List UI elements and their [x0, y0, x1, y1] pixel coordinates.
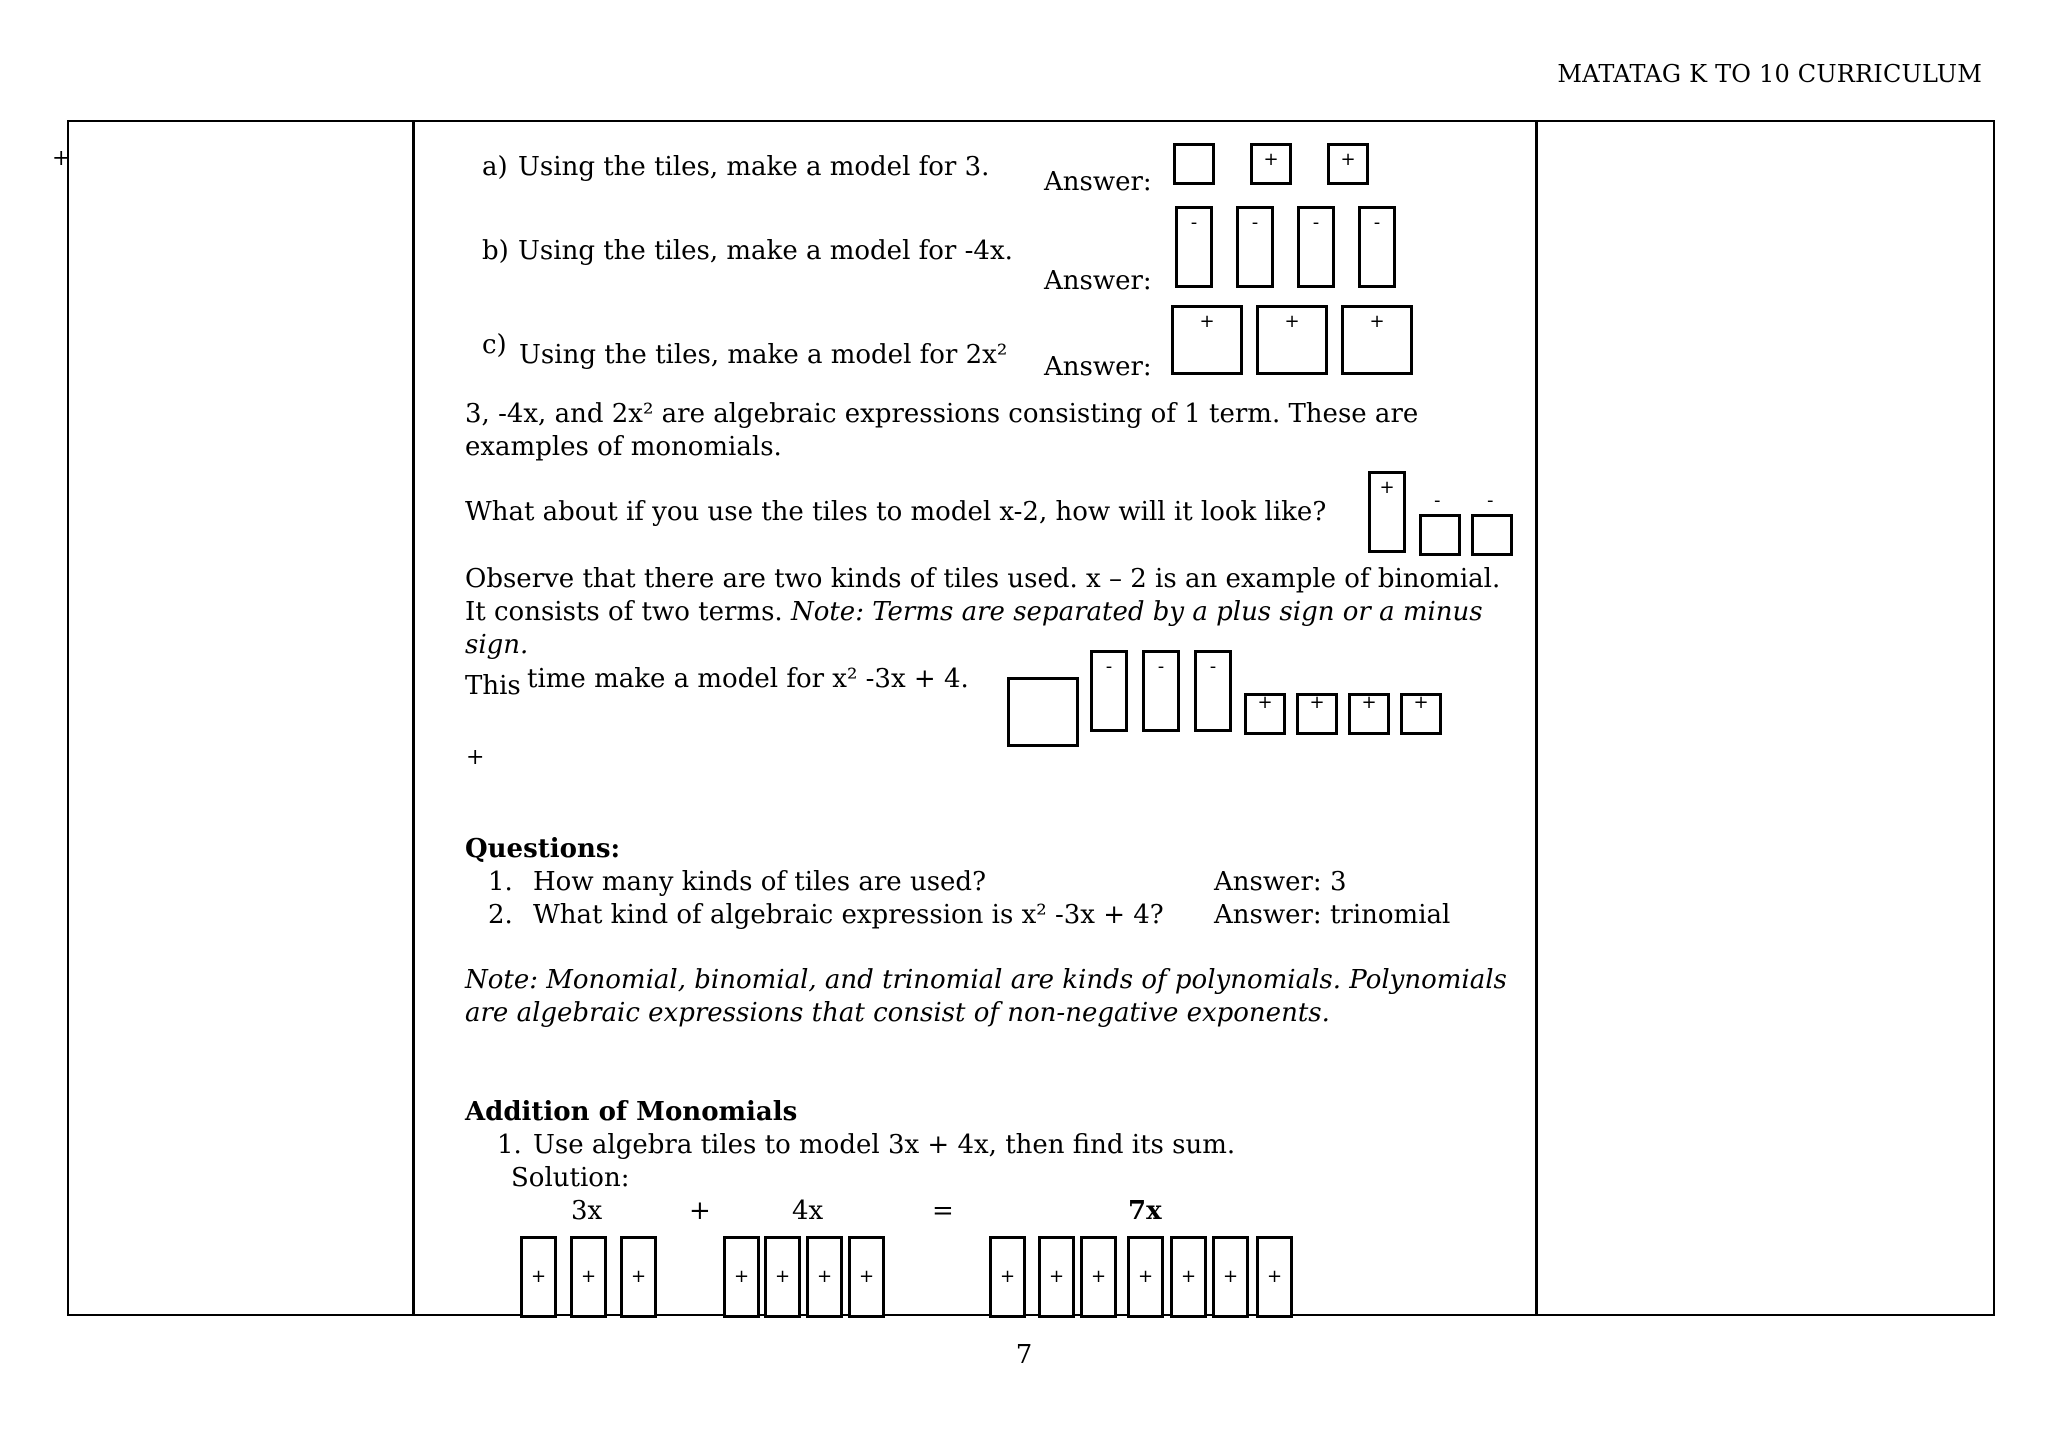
- x-tile-negative: -: [1194, 650, 1232, 732]
- item-b-text: Using the tiles, make a model for -4x.: [518, 236, 1013, 266]
- x-tile-positive: +: [1212, 1236, 1249, 1318]
- trinomial-prompt-this: This: [465, 671, 521, 701]
- addition-step-number: 1.: [497, 1130, 522, 1160]
- question-2-number: 2.: [488, 900, 513, 930]
- item-a-answer-label: Answer:: [1044, 167, 1152, 197]
- x-tile-positive: +: [989, 1236, 1026, 1318]
- binomial-paragraph: [465, 563, 1525, 662]
- item-c-letter: c): [482, 330, 507, 360]
- polynomial-note: Note: Monomial, binomial, and trinomial are kinds of polynomials. Polynomials are algebraic expressions that consist of non-negative exponents.: [465, 965, 1507, 1028]
- question-1-number: 1.: [488, 867, 513, 897]
- page-number: 7: [1015, 1340, 1033, 1370]
- x-tile-negative: -: [1142, 650, 1180, 732]
- x-tile-positive: +: [1170, 1236, 1207, 1318]
- plus-operator: +: [689, 1196, 711, 1226]
- x-tile-positive: +: [723, 1236, 760, 1318]
- x-squared-tile-positive: +: [1171, 305, 1243, 375]
- item-c-answer-label: Answer:: [1044, 352, 1152, 382]
- x-tile-positive: +: [1080, 1236, 1117, 1318]
- item-b-letter: b): [482, 236, 509, 266]
- x-tile-negative: -: [1090, 650, 1128, 732]
- column-divider-right: [1535, 120, 1538, 1316]
- column-divider-left: [412, 120, 415, 1316]
- x-tile-positive: +: [1038, 1236, 1075, 1318]
- x-squared-tile: [1007, 677, 1079, 747]
- solution-label: Solution:: [511, 1163, 630, 1193]
- question-1-answer: Answer: 3: [1214, 867, 1347, 897]
- sum-7x-label: 7x: [1128, 1196, 1162, 1226]
- item-a-text: Using the tiles, make a model for 3.: [518, 152, 990, 182]
- addition-heading: Addition of Monomials: [465, 1097, 798, 1127]
- x-tile-negative: -: [1236, 206, 1274, 288]
- curriculum-header: MATATAG K TO 10 CURRICULUM: [1557, 60, 1982, 88]
- unit-tile-negative: [1471, 514, 1513, 556]
- binomial-question: What about if you use the tiles to model x-2, how will it look like?: [465, 497, 1327, 527]
- term-4x-label: 4x: [792, 1196, 824, 1226]
- monomial-paragraph: 3, -4x, and 2x² are algebraic expressions consisting of 1 term. These are examples of monomials.: [465, 399, 1419, 462]
- questions-heading: Questions:: [465, 834, 621, 864]
- question-2-answer: Answer: trinomial: [1214, 900, 1451, 930]
- x-tile-positive: +: [1368, 471, 1406, 553]
- question-2-text: What kind of algebraic expression is x² -3x + 4?: [533, 900, 1164, 930]
- x-tile-positive: +: [848, 1236, 885, 1318]
- binomial-note: Note: Terms are separated by a plus sign or a minus sign.: [465, 597, 1483, 660]
- x-tile-positive: +: [570, 1236, 607, 1318]
- item-b-answer-label: Answer:: [1044, 266, 1152, 296]
- minus-sign: -: [1434, 490, 1441, 511]
- x-tile-positive: +: [1127, 1236, 1164, 1318]
- equals-operator: =: [932, 1196, 954, 1226]
- unit-tile-positive: +: [1400, 693, 1442, 735]
- unit-tile-positive: +: [1296, 693, 1338, 735]
- unit-tile-positive: +: [1327, 143, 1369, 185]
- unit-tile: [1173, 143, 1215, 185]
- x-tile-positive: +: [520, 1236, 557, 1318]
- x-tile-positive: +: [1256, 1236, 1293, 1318]
- x-tile-positive: +: [764, 1236, 801, 1318]
- x-tile-negative: -: [1358, 206, 1396, 288]
- term-3x-label: 3x: [571, 1196, 603, 1226]
- item-c-text: Using the tiles, make a model for 2x²: [519, 340, 1008, 370]
- unit-tile-negative: [1419, 514, 1461, 556]
- stray-plus-mark: +: [466, 745, 485, 770]
- x-tile-negative: -: [1297, 206, 1335, 288]
- unit-tile-positive: +: [1250, 143, 1292, 185]
- x-squared-tile-positive: +: [1256, 305, 1328, 375]
- unit-tile-positive: +: [1348, 693, 1390, 735]
- trinomial-prompt-text: time make a model for x² -3x + 4.: [527, 664, 969, 694]
- unit-tile-positive: +: [1244, 693, 1286, 735]
- x-squared-tile-positive: +: [1341, 305, 1413, 375]
- binomial-paragraph-text: Observe that there are two kinds of tiles used. x – 2 is an example of binomial. It consists of two terms.: [465, 564, 1501, 627]
- stray-plus-mark: +: [52, 146, 71, 171]
- x-tile-positive: +: [806, 1236, 843, 1318]
- item-a-letter: a): [482, 152, 508, 182]
- addition-step-text: Use algebra tiles to model 3x + 4x, then find its sum.: [533, 1130, 1236, 1160]
- x-tile-positive: +: [620, 1236, 657, 1318]
- minus-sign: -: [1487, 490, 1494, 511]
- question-1-text: How many kinds of tiles are used?: [533, 867, 987, 897]
- x-tile-negative: -: [1175, 206, 1213, 288]
